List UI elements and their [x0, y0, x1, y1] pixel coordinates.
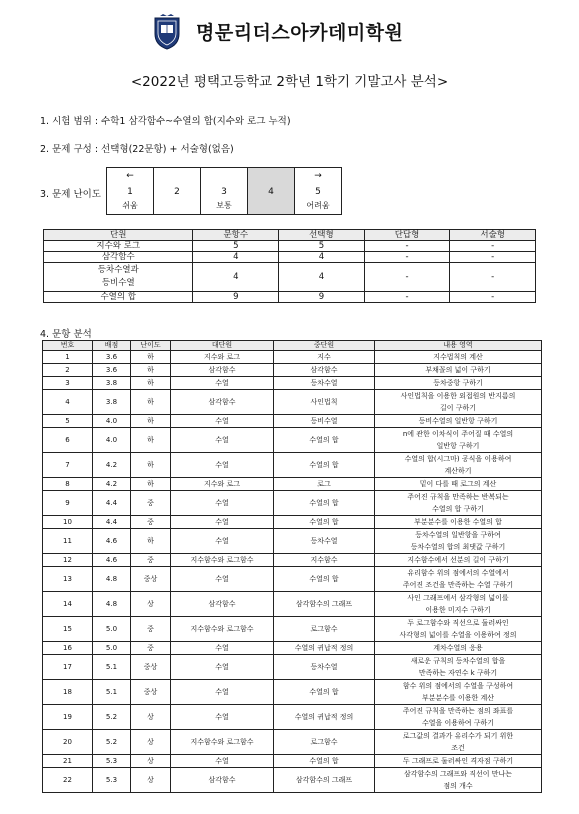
table-cell: 수열의 합: [274, 428, 375, 453]
table-cell: 수열의 합: [274, 755, 375, 768]
table-cell: 15: [43, 617, 93, 642]
table-cell: 5.3: [93, 755, 131, 768]
table-cell: 수열의 합: [274, 680, 375, 705]
table-row: [43, 567, 542, 592]
table-cell: 수열: [171, 705, 274, 730]
table-row: [43, 554, 542, 567]
table-cell: 함수 위의 점에서의 수열을 구성하여 부분분수를 이용한 계산: [375, 680, 542, 705]
table-cell: 4.8: [93, 592, 131, 617]
table-cell: 지수함수에서 선분의 길이 구하기: [375, 554, 542, 567]
table-cell: 4.6: [93, 554, 131, 567]
table-cell: 하: [131, 529, 171, 554]
section-composition: 2. 문제 구성 : 선택형(22문항) + 서술형(없음): [40, 144, 234, 155]
table-cell: 7: [43, 453, 93, 478]
summary-cell: 5: [279, 241, 365, 252]
table-row: [43, 617, 542, 642]
table-cell: 3.8: [93, 390, 131, 415]
difficulty-level: 4: [268, 187, 274, 197]
summary-header: 단답형: [364, 230, 450, 241]
table-cell: 21: [43, 755, 93, 768]
table-cell: 11: [43, 529, 93, 554]
table-cell: n에 관한 이차식이 주어질 때 수열의 일반항 구하기: [375, 428, 542, 453]
table-cell: 주어진 규칙을 만족하는 점의 좌표를 수열을 이용하여 구하기: [375, 705, 542, 730]
difficulty-caption: 어려움: [306, 201, 330, 210]
summary-cell: -: [450, 241, 536, 252]
table-cell: 19: [43, 705, 93, 730]
table-cell: 중상: [131, 567, 171, 592]
table-cell: 수열: [171, 377, 274, 390]
table-cell: 로그함수: [274, 617, 375, 642]
table-cell: 중: [131, 617, 171, 642]
table-row: [43, 491, 542, 516]
table-cell: 22: [43, 768, 93, 793]
table-row: [43, 390, 542, 415]
table-cell: 5: [43, 415, 93, 428]
table-row: [43, 529, 542, 554]
table-cell: 상: [131, 768, 171, 793]
table-cell: 수열: [171, 755, 274, 768]
table-row: [43, 428, 542, 453]
table-cell: 지수함수와 로그함수: [171, 730, 274, 755]
table-cell: 20: [43, 730, 93, 755]
table-cell: 두 로그함수와 직선으로 둘러싸인 사각형의 넓이를 수열을 이용하여 정의: [375, 617, 542, 642]
table-cell: 삼각함수: [171, 768, 274, 793]
summary-table: [43, 229, 536, 303]
table-cell: 하: [131, 415, 171, 428]
table-cell: 2: [43, 364, 93, 377]
table-cell: 하: [131, 364, 171, 377]
section-difficulty-label: 3. 문제 난이도: [40, 189, 101, 200]
table-cell: 지수함수와 로그함수: [171, 617, 274, 642]
header: [0, 12, 579, 52]
detail-header: 배점: [93, 341, 131, 351]
table-cell: 등비수열: [274, 415, 375, 428]
table-cell: 수열: [171, 415, 274, 428]
summary-row: [44, 252, 536, 263]
summary-header: 서술형: [450, 230, 536, 241]
table-cell: 3.6: [93, 351, 131, 364]
table-cell: 삼각함수의 그래프: [274, 592, 375, 617]
table-row: [43, 768, 542, 793]
difficulty-caption: 쉬움: [122, 201, 138, 210]
table-cell: 4.2: [93, 453, 131, 478]
table-cell: 수열: [171, 529, 274, 554]
table-cell: 3.6: [93, 364, 131, 377]
table-cell: 5.1: [93, 655, 131, 680]
table-cell: 새로운 규칙의 등차수열의 합을 만족하는 자연수 k 구하기: [375, 655, 542, 680]
difficulty-caption: 보통: [216, 201, 232, 210]
table-row: [43, 516, 542, 529]
table-cell: 4.8: [93, 567, 131, 592]
table-row: [43, 351, 542, 364]
table-cell: 수열의 합: [274, 567, 375, 592]
summary-cell: 수열의 합: [44, 292, 193, 303]
difficulty-cell: [248, 168, 295, 215]
summary-cell: -: [364, 241, 450, 252]
table-cell: 18: [43, 680, 93, 705]
table-cell: 수열: [171, 453, 274, 478]
detail-header: 내용 영역: [375, 341, 542, 351]
summary-cell: 9: [279, 292, 365, 303]
table-cell: 유리함수 위의 점에서의 수열에서 주어진 조건을 만족하는 수열 구하기: [375, 567, 542, 592]
table-cell: 5.3: [93, 768, 131, 793]
summary-cell: -: [450, 252, 536, 263]
arrow-left-icon: ←: [126, 171, 134, 181]
table-cell: 상: [131, 730, 171, 755]
summary-row: [44, 263, 536, 292]
summary-cell: -: [450, 263, 536, 292]
table-cell: 14: [43, 592, 93, 617]
table-row: [43, 680, 542, 705]
table-cell: 수열의 귀납적 정의: [274, 642, 375, 655]
table-cell: 수열: [171, 642, 274, 655]
table-cell: 지수: [274, 351, 375, 364]
table-cell: 수열: [171, 680, 274, 705]
table-cell: 3.8: [93, 377, 131, 390]
difficulty-level: 5: [315, 187, 321, 197]
summary-header: 단원: [44, 230, 193, 241]
table-cell: 하: [131, 351, 171, 364]
table-cell: 부분분수를 이용한 수열의 합: [375, 516, 542, 529]
table-cell: 중상: [131, 680, 171, 705]
difficulty-cell: [154, 168, 201, 215]
table-cell: 13: [43, 567, 93, 592]
table-cell: 5.0: [93, 617, 131, 642]
table-cell: 5.0: [93, 642, 131, 655]
table-cell: 4.0: [93, 415, 131, 428]
table-cell: 수열의 합: [274, 516, 375, 529]
table-cell: 중: [131, 491, 171, 516]
table-cell: 등차수열: [274, 655, 375, 680]
section-exam-range: 1. 시험 범위 : 수학1 삼각함수~수열의 합(지수와 로그 누적): [40, 116, 291, 127]
detail-header: 번호: [43, 341, 93, 351]
table-cell: 수열: [171, 516, 274, 529]
table-cell: 지수와 로그: [171, 478, 274, 491]
table-cell: 등차중항 구하기: [375, 377, 542, 390]
table-cell: 지수함수: [274, 554, 375, 567]
table-cell: 삼각함수: [171, 390, 274, 415]
summary-cell: 지수와 로그: [44, 241, 193, 252]
table-cell: 4.6: [93, 529, 131, 554]
table-cell: 하: [131, 428, 171, 453]
summary-cell: -: [364, 252, 450, 263]
table-cell: 상: [131, 755, 171, 768]
table-cell: 지수와 로그: [171, 351, 274, 364]
table-row: [43, 642, 542, 655]
difficulty-cell: [107, 168, 154, 215]
detail-header: 중단원: [274, 341, 375, 351]
item-analysis-table: [42, 340, 542, 793]
table-cell: 삼각함수의 그래프: [274, 768, 375, 793]
table-cell: 사인 그래프에서 삼각형의 넓이를 이용한 미지수 구하기: [375, 592, 542, 617]
table-cell: 상: [131, 592, 171, 617]
table-cell: 12: [43, 554, 93, 567]
summary-cell: 삼각함수: [44, 252, 193, 263]
table-cell: 사인법칙: [274, 390, 375, 415]
table-cell: 수열의 합: [274, 453, 375, 478]
table-cell: 5.2: [93, 705, 131, 730]
summary-cell: 5: [193, 241, 279, 252]
table-cell: 하: [131, 478, 171, 491]
table-row: [43, 377, 542, 390]
table-cell: 등차수열의 일반항을 구하여 등차수열의 합의 최댓값 구하기: [375, 529, 542, 554]
table-cell: 9: [43, 491, 93, 516]
difficulty-level: 3: [221, 187, 227, 197]
summary-cell: 4: [193, 252, 279, 263]
table-cell: 지수법칙의 계산: [375, 351, 542, 364]
table-cell: 밑이 다를 때 로그의 계산: [375, 478, 542, 491]
summary-cell: -: [364, 263, 450, 292]
difficulty-cell: [201, 168, 248, 215]
exam-title: <2022년 평택고등학교 2학년 1학기 기말고사 분석>: [130, 74, 449, 90]
table-row: [43, 592, 542, 617]
table-row: [43, 364, 542, 377]
difficulty-level: 1: [127, 187, 133, 197]
summary-cell: 4: [193, 263, 279, 292]
table-cell: 수열의 합(시그마) 공식을 이용하여 계산하기: [375, 453, 542, 478]
table-cell: 수열: [171, 491, 274, 516]
table-cell: 삼각함수: [171, 592, 274, 617]
section-item-analysis: 4. 문항 분석: [40, 329, 92, 340]
table-cell: 4: [43, 390, 93, 415]
table-cell: 16: [43, 642, 93, 655]
arrow-right-icon: →: [314, 171, 322, 181]
table-cell: 수열: [171, 567, 274, 592]
table-cell: 사인법칙을 이용한 외접원의 반지름의 길이 구하기: [375, 390, 542, 415]
summary-cell: 4: [279, 252, 365, 263]
table-cell: 수열: [171, 655, 274, 680]
table-cell: 등비수열의 일반항 구하기: [375, 415, 542, 428]
table-cell: 6: [43, 428, 93, 453]
difficulty-cell: [295, 168, 342, 215]
table-cell: 계차수열의 응용: [375, 642, 542, 655]
table-cell: 지수함수와 로그함수: [171, 554, 274, 567]
table-cell: 등차수열: [274, 377, 375, 390]
table-cell: 하: [131, 377, 171, 390]
table-cell: 중상: [131, 655, 171, 680]
summary-cell: 9: [193, 292, 279, 303]
table-cell: 수열의 합: [274, 491, 375, 516]
table-cell: 17: [43, 655, 93, 680]
table-cell: 8: [43, 478, 93, 491]
table-cell: 로그: [274, 478, 375, 491]
detail-header: 대단원: [171, 341, 274, 351]
detail-header: 난이도: [131, 341, 171, 351]
table-cell: 수열의 귀납적 정의: [274, 705, 375, 730]
table-cell: 삼각함수: [171, 364, 274, 377]
table-cell: 중: [131, 516, 171, 529]
table-cell: 4.2: [93, 478, 131, 491]
table-cell: 두 그래프로 둘러싸인 격자점 구하기: [375, 755, 542, 768]
table-cell: 3: [43, 377, 93, 390]
table-cell: 부채꼴의 넓이 구하기: [375, 364, 542, 377]
table-row: [43, 415, 542, 428]
summary-cell: 4: [279, 263, 365, 292]
difficulty-scale: [106, 167, 342, 215]
table-cell: 중: [131, 642, 171, 655]
table-row: [43, 730, 542, 755]
table-cell: 1: [43, 351, 93, 364]
academy-crest-icon: [152, 14, 182, 50]
table-cell: 주어진 규칙을 만족하는 반복되는 수열의 합 구하기: [375, 491, 542, 516]
table-cell: 로그값의 결과가 유리수가 되기 위한 조건: [375, 730, 542, 755]
table-cell: 하: [131, 453, 171, 478]
table-cell: 중: [131, 554, 171, 567]
summary-header: 문항수: [193, 230, 279, 241]
table-row: [43, 453, 542, 478]
table-cell: 등차수열: [274, 529, 375, 554]
summary-cell: -: [450, 292, 536, 303]
table-cell: 5.1: [93, 680, 131, 705]
summary-header: 선택형: [279, 230, 365, 241]
difficulty-level: 2: [174, 187, 180, 197]
table-cell: 4.0: [93, 428, 131, 453]
table-cell: 4.4: [93, 516, 131, 529]
academy-name: 명문리더스아카데미학원: [196, 22, 404, 44]
table-cell: 상: [131, 705, 171, 730]
table-row: [43, 655, 542, 680]
table-cell: 5.2: [93, 730, 131, 755]
table-row: [43, 755, 542, 768]
table-cell: 로그함수: [274, 730, 375, 755]
table-row: [43, 478, 542, 491]
table-cell: 삼각함수: [274, 364, 375, 377]
table-row: [43, 705, 542, 730]
table-cell: 하: [131, 390, 171, 415]
summary-row: [44, 241, 536, 252]
summary-cell: -: [364, 292, 450, 303]
table-cell: 4.4: [93, 491, 131, 516]
table-cell: 수열: [171, 428, 274, 453]
summary-row: [44, 292, 536, 303]
summary-cell: 등차수열과 등비수열: [44, 263, 193, 292]
table-cell: 삼각함수의 그래프와 직선이 만나는 점의 개수: [375, 768, 542, 793]
table-cell: 10: [43, 516, 93, 529]
